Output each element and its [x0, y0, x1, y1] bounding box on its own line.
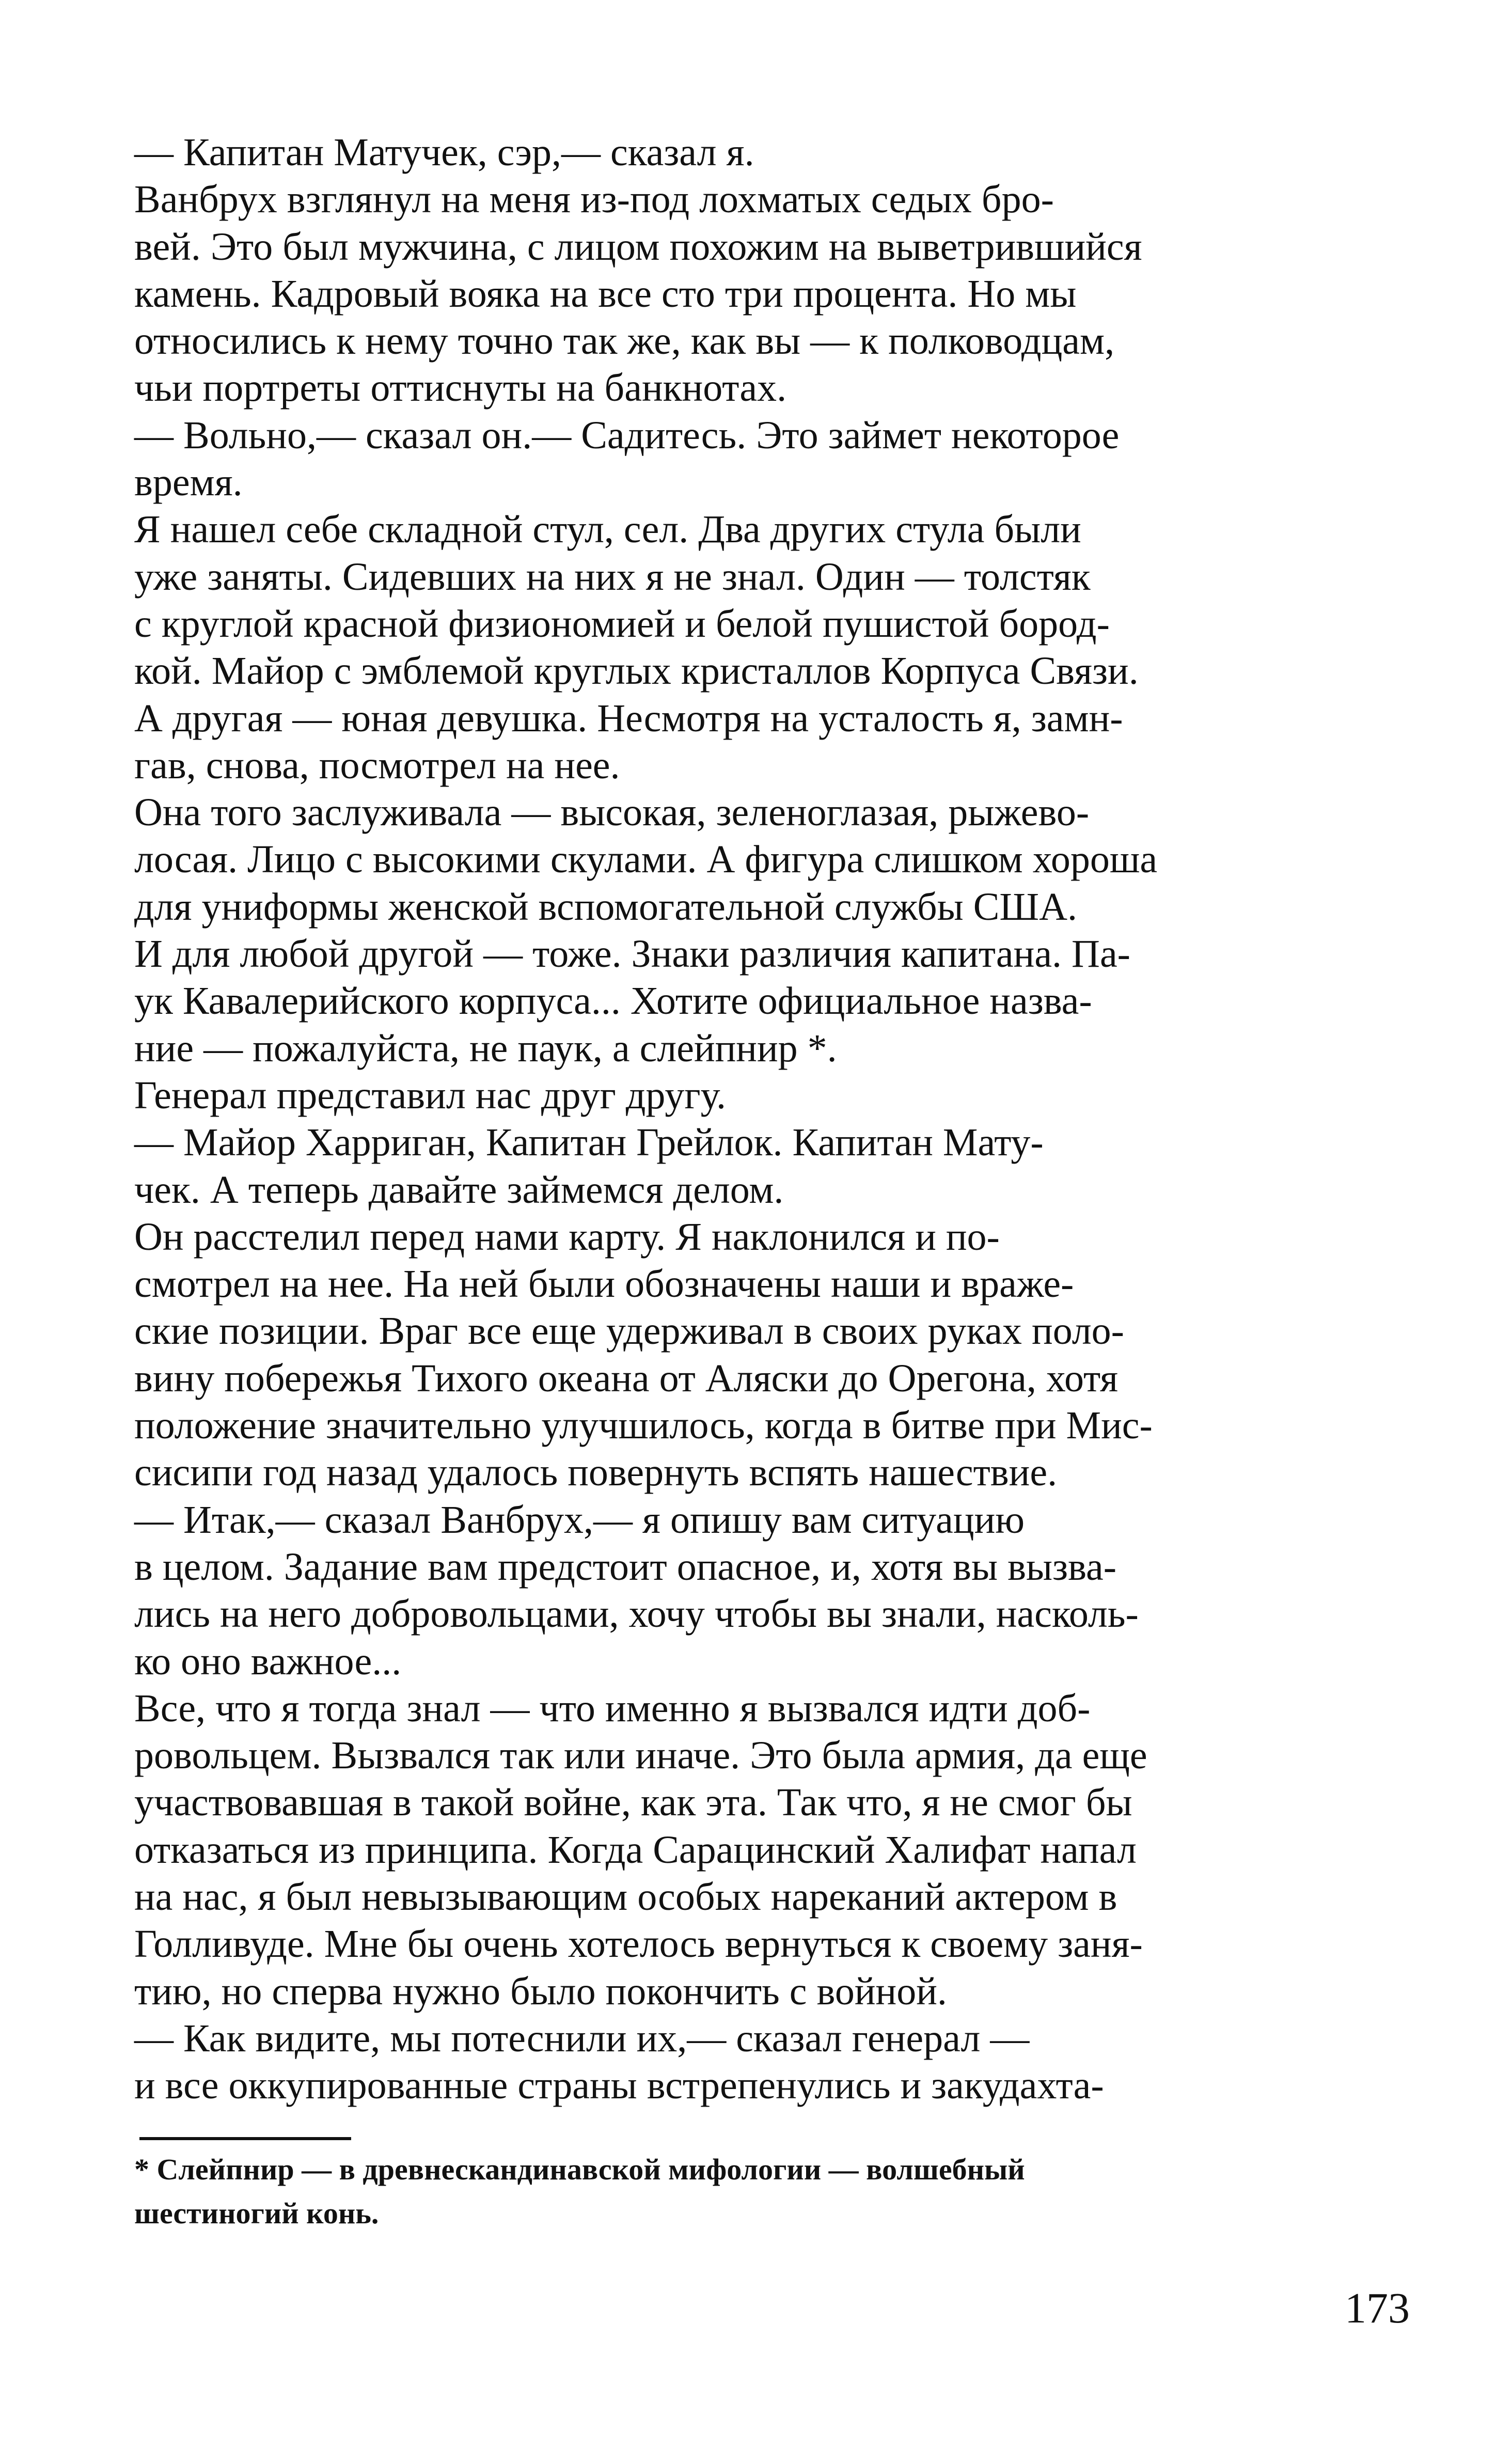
- text-line: для униформы женской вспомогательной службы США.: [134, 885, 1077, 929]
- text-line: отказаться из принципа. Когда Сарацинский Халифат напал: [134, 1828, 1137, 1872]
- footnote: [134, 2147, 1394, 2235]
- text-line: сисипи год назад удалось повернуть вспять нашествие.: [134, 1451, 1058, 1495]
- text-line: вей. Это был мужчина, с лицом похожим на выветрившийся: [134, 225, 1142, 269]
- text-line: Он расстелил перед нами карту. Я наклонился и по-: [134, 1215, 1000, 1259]
- text-line: — Вольно,— сказал он.— Садитесь. Это займет некоторое: [134, 413, 1120, 457]
- body-text: [134, 129, 1394, 2109]
- text-line: Голливуде. Мне бы очень хотелось вернуться к своему заня-: [134, 1922, 1143, 1966]
- text-line: И для любой другой — тоже. Знаки различия капитана. Па-: [134, 932, 1130, 976]
- text-line: А другая — юная девушка. Несмотря на усталость я, замн-: [134, 696, 1123, 740]
- text-line: уже заняты. Сидевших на них я не знал. Один — толстяк: [134, 555, 1091, 599]
- text-line: в целом. Задание вам предстоит опасное, и, хотя вы вызва-: [134, 1545, 1117, 1589]
- footnote-divider: [139, 2137, 351, 2140]
- page-number: 173: [1345, 2284, 1410, 2332]
- footnote-line: шестиногий конь.: [134, 2196, 379, 2230]
- text-line: ровольцем. Вызвался так или иначе. Это была армия, да еще: [134, 1734, 1147, 1778]
- footnote-line: * Слейпнир — в древнескандинавской мифологии — волшебный: [134, 2153, 1025, 2186]
- text-line: положение значительно улучшилось, когда в битве при Мис-: [134, 1404, 1153, 1448]
- text-line: и все оккупированные страны встрепенулись и закудахта-: [134, 2064, 1104, 2108]
- text-line: камень. Кадровый вояка на все сто три процента. Но мы: [134, 272, 1077, 316]
- text-line: на нас, я был невызывающим особых нареканий актером в: [134, 1875, 1117, 1919]
- text-line: — Майор Харриган, Капитан Грейлок. Капитан Мату-: [134, 1121, 1044, 1165]
- text-line: Все, что я тогда знал — что именно я вызвался идти доб-: [134, 1686, 1091, 1730]
- text-line: — Капитан Матучек, сэр,— сказал я.: [134, 131, 754, 174]
- text-line: чьи портреты оттиснуты на банкнотах.: [134, 366, 787, 410]
- text-line: относились к нему точно так же, как вы — к полководцам,: [134, 319, 1115, 363]
- text-line: ко оно важное...: [134, 1639, 402, 1683]
- text-line: с круглой красной физиономией и белой пушистой бород-: [134, 602, 1110, 646]
- text-line: вину побережья Тихого океана от Аляски до Орегона, хотя: [134, 1356, 1119, 1400]
- text-line: Ванбрух взглянул на меня из-под лохматых седых бро-: [134, 178, 1054, 222]
- text-line: Генерал представил нас друг другу.: [134, 1073, 726, 1117]
- text-line: кой. Майор с эмблемой круглых кристаллов Корпуса Связи.: [134, 649, 1139, 693]
- text-line: ние — пожалуйста, не паук, а слейпнир *.: [134, 1026, 837, 1070]
- text-line: гав, снова, посмотрел на нее.: [134, 743, 620, 787]
- text-line: ук Кавалерийского корпуса... Хотите официальное назва-: [134, 979, 1092, 1023]
- text-line: лись на него добровольцами, хочу чтобы вы знали, насколь-: [134, 1592, 1139, 1636]
- text-line: тию, но сперва нужно было покончить с войной.: [134, 1969, 947, 2013]
- text-line: Я нашел себе складной стул, сел. Два других стула были: [134, 508, 1081, 552]
- text-line: лосая. Лицо с высокими скулами. А фигура слишком хороша: [134, 838, 1158, 882]
- text-line: — Как видите, мы потеснили их,— сказал генерал —: [134, 2016, 1030, 2060]
- text-line: Она того заслуживала — высокая, зеленоглазая, рыжево-: [134, 791, 1090, 835]
- text-line: ские позиции. Враг все еще удерживал в своих руках поло-: [134, 1309, 1124, 1353]
- text-line: — Итак,— сказал Ванбрух,— я опишу вам ситуацию: [134, 1498, 1025, 1542]
- text-line: смотрел на нее. На ней были обозначены наши и враже-: [134, 1262, 1074, 1306]
- text-line: время.: [134, 461, 243, 505]
- text-line: участвовавшая в такой войне, как эта. Так что, я не смог бы: [134, 1781, 1132, 1825]
- text-line: чек. А теперь давайте займемся делом.: [134, 1168, 784, 1212]
